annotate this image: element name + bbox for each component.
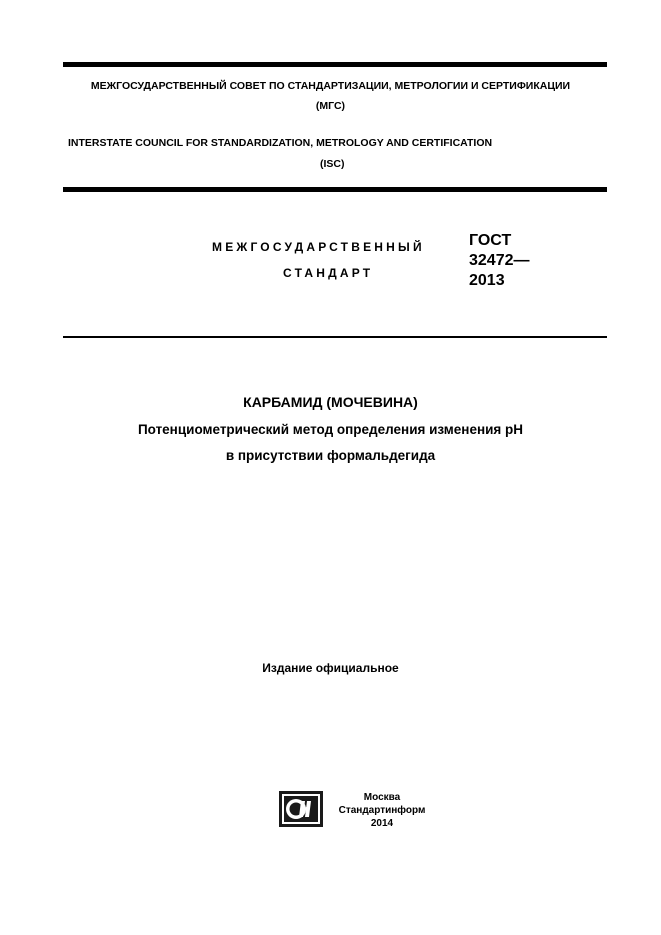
standartinform-logo-icon bbox=[279, 791, 323, 827]
council-ru-abbr: (МГС) bbox=[315, 100, 346, 112]
standard-code-line1: ГОСТ bbox=[469, 232, 512, 249]
standard-code bbox=[469, 231, 530, 291]
standard-code-line3: 2013 bbox=[469, 272, 505, 289]
publisher-name: Стандартинформ bbox=[338, 805, 426, 816]
document-title: КАРБАМИД (МОЧЕВИНА) bbox=[243, 394, 418, 410]
council-ru: МЕЖГОСУДАРСТВЕННЫЙ СОВЕТ ПО СТАНДАРТИЗАЦИИ, МЕТРОЛОГИИ И СЕРТИФИКАЦИИ bbox=[90, 80, 571, 92]
council-en-abbr: (ISC) bbox=[320, 158, 345, 170]
publisher-city: Москва bbox=[363, 792, 401, 803]
standard-type-line2: СТАНДАРТ bbox=[283, 266, 374, 280]
standard-type-line1: МЕЖГОСУДАРСТВЕННЫЙ bbox=[212, 240, 425, 254]
edition-label: Издание официальное bbox=[262, 661, 399, 675]
title-top-rule bbox=[63, 336, 607, 338]
document-subtitle-line2: в присутствии формальдегида bbox=[225, 448, 436, 463]
top-rule bbox=[63, 62, 607, 67]
publisher-block bbox=[332, 791, 432, 830]
council-en: INTERSTATE COUNCIL FOR STANDARDIZATION, METROLOGY AND CERTIFICATION bbox=[68, 137, 493, 149]
header-bottom-rule bbox=[63, 187, 607, 192]
document-subtitle-line1: Потенциометрический метод определения изменения pH bbox=[137, 422, 524, 437]
standard-code-line2: 32472— bbox=[469, 252, 530, 269]
publisher-year: 2014 bbox=[370, 818, 394, 829]
